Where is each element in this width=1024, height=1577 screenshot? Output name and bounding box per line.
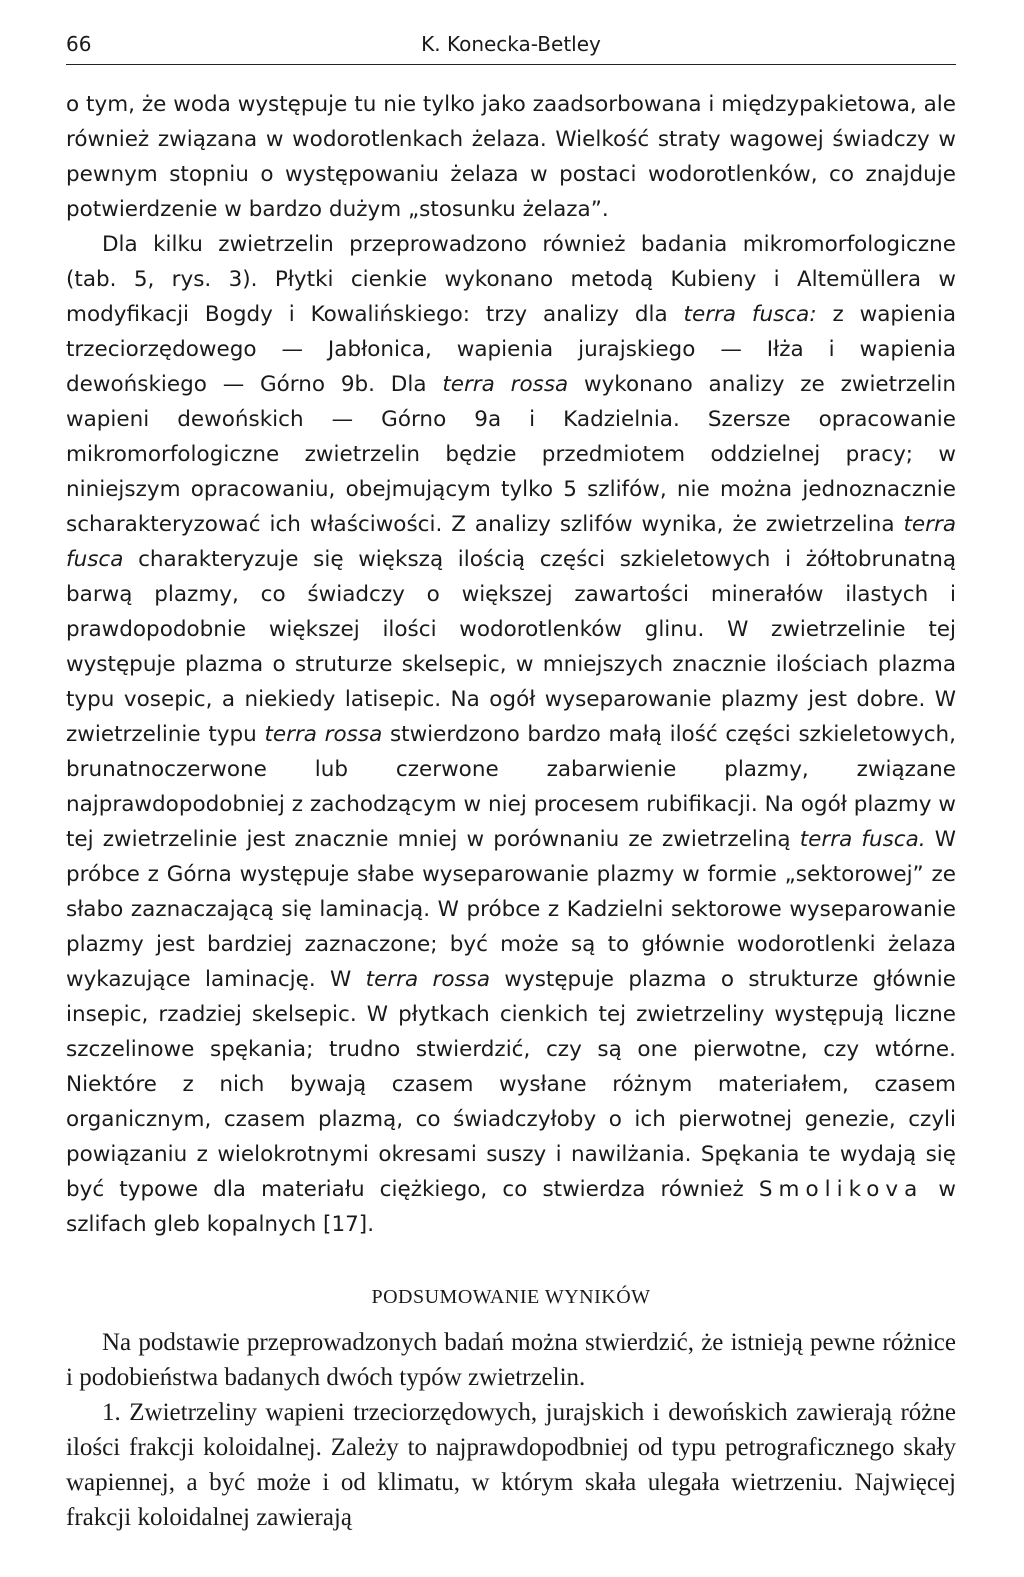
text-segment: Dla kilku zwietrzelin przeprowadzono również badania mikromorfologiczne (tab. 5, rys. 3). Płytki cienkie wykonano metodą Kubieny i Altemüllera w modyfikacji Bogdy i Kowalińskiego: trzy analizy dla	[66, 232, 956, 327]
summary-paragraph-point-1: 1. Zwietrzeliny wapieni trzeciorzędowych, jurajskich i dewońskich zawierają różne ilości frakcji koloidalnej. Zależy to najprawdopodbniej od typu petrograficznego skały wapiennej, a być może i od klimatu, w którym skała ulegała wietrzeniu. Najwięcej frakcji koloidalnej zawierają	[66, 1399, 956, 1531]
body-text	[66, 87, 956, 1242]
page-number: 66	[66, 32, 92, 56]
italic-term: terra fusca	[66, 512, 956, 572]
italic-term: terra fusca.	[799, 827, 926, 852]
running-header	[66, 28, 956, 65]
running-header-author: K. Konecka-Betley	[421, 32, 601, 56]
paragraph-micromorphology	[66, 227, 956, 1242]
italic-term: terra rossa	[442, 372, 569, 397]
text-segment: stwierdzono bardzo małą ilość części szkieletowych, brunatnoczerwone lub czerwone zabarwienie plazmy, związane najprawdopodobniej z zachodzącym w niej procesem rubifikacji. Na ogół plazmy w tej zwietrzelinie jest znacznie mniej w porównaniu ze zwietrzeliną	[66, 722, 956, 852]
page	[66, 28, 956, 1535]
text-segment: W próbce z Górna występuje słabe wyseparowanie plazmy w formie „sektorowej” ze słabo zaznaczającą się laminacją. W próbce z Kadzielni sektorowe wyseparowanie plazmy jest bardziej zaznaczone; być może są to głównie wodorotlenki żelaza wykazujące laminację. W	[66, 827, 957, 992]
text-segment: wykonano analizy ze zwietrzelin wapieni dewońskich — Górno 9a i Kadzielnia. Szersze opracowanie mikromorfologiczne zwietrzelin będzie przedmiotem oddzielnej pracy; w niniejszym opracowaniu, obejmującym tylko 5 szlifów, nie można jednoznacznie scharakteryzować ich właściwości. Z analizy szlifów wynika, że zwietrzelina	[66, 372, 956, 537]
section-heading: PODSUMOWANIE WYNIKÓW	[371, 1286, 651, 1308]
italic-term: terra fusca:	[683, 302, 817, 327]
text-segment: występuje plazma o strukturze głównie insepic, rzadziej skelsepic. W płytkach cienkich tej zwietrzeliny występują liczne szczelinowe spękania; trudno stwierdzić, czy są one pierwotne, czy wtórne. Niektóre z nich bywają czasem wysłane różnym materiałem, czasem organicznym, czasem plazmą, co świadczyłoby o ich pierwotnej genezie, czyli powiązaniu z wielokrotnymi okresami suszy i nawilżania. Spękania te wydają się być typowe dla materiału ciężkiego, co stwierdza również	[66, 967, 956, 1202]
italic-term: terra rossa	[365, 967, 491, 992]
summary-text	[66, 1325, 956, 1535]
italic-term: terra rossa	[264, 722, 383, 747]
text-segment: w szlifach gleb kopalnych [17].	[66, 1177, 957, 1237]
summary-paragraph-intro: Na podstawie przeprowadzonych badań można stwierdzić, że istnieją pewne różnice i podobieństwa badanych dwóch typów zwietrzelin.	[66, 1329, 956, 1391]
text-segment: charakteryzuje się większą ilością części szkieletowych i żółtobrunatną barwą plazmy, co świadczy o większej zawartości minerałów ilastych i prawdopodobnie większej ilości wodorotlenków glinu. W zwietrzelinie tej występuje plazma o struturze skelsepic, w mniejszych znacznie ilościach plazma typu vosepic, a niekiedy latisepic. Na ogół wyseparowanie plazmy jest dobre. W zwietrzelinie typu	[66, 547, 956, 747]
text-segment: z wapienia trzeciorzędowego — Jabłonica, wapienia jurajskiego — Iłża i wapienia dewońskiego — Górno 9b. Dla	[66, 302, 956, 397]
spaced-author-name: Smolikova	[758, 1177, 924, 1202]
paragraph-water-loss: o tym, że woda występuje tu nie tylko jako zaadsorbowana i międzypakietowa, ale również związana w wodorotlenkach żelaza. Wielkość straty wagowej świadczy w pewnym stopniu o występowaniu żelaza w postaci wodorotlenków, co znajduje potwierdzenie w bardzo dużym „stosunku żelaza”.	[66, 92, 956, 222]
